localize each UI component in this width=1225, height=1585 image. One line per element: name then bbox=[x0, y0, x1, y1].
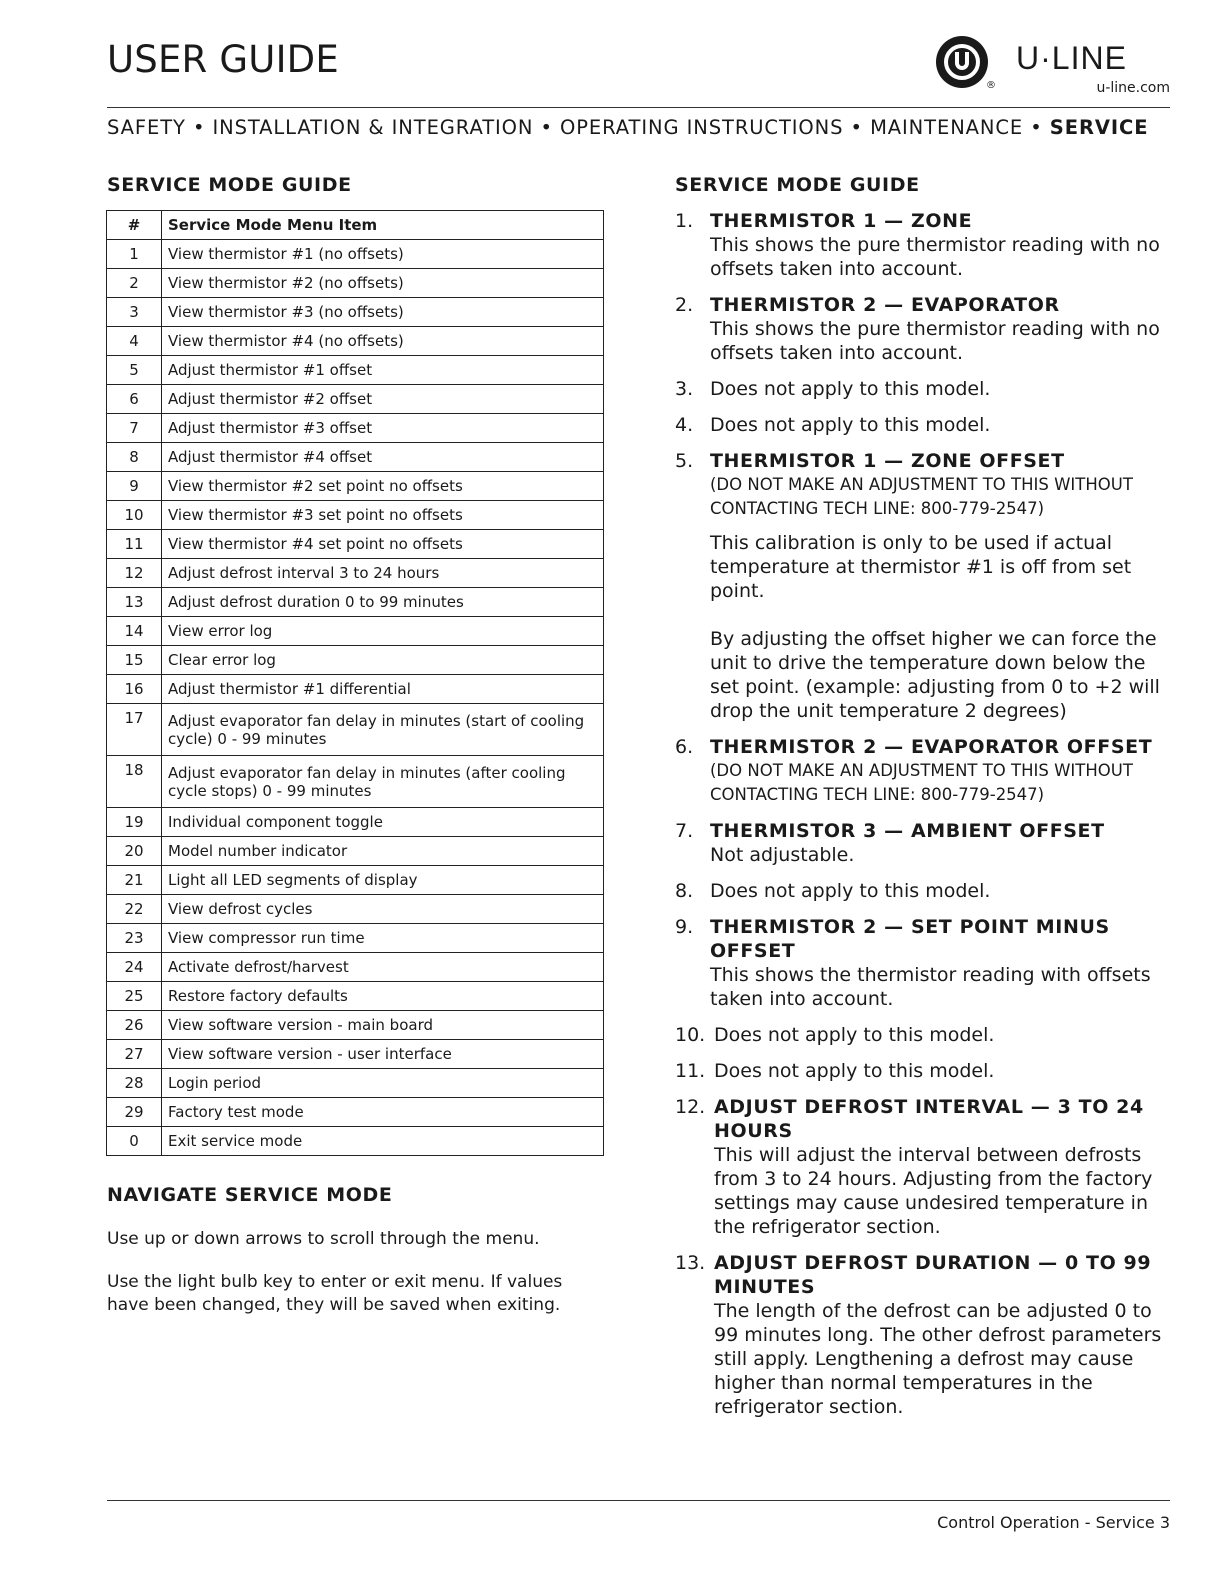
guide-item-text: Does not apply to this model. bbox=[714, 1024, 995, 1046]
nav-separator: • bbox=[1030, 116, 1043, 139]
service-menu-table bbox=[106, 210, 604, 1156]
row-menu-item: Activate defrost/harvest bbox=[162, 953, 604, 982]
guide-item-number: 3. bbox=[675, 378, 694, 400]
guide-item bbox=[675, 1095, 1175, 1239]
row-number: 29 bbox=[107, 1098, 162, 1127]
footer-page-label: Control Operation - Service 3 bbox=[937, 1513, 1170, 1532]
nav-item-maintenance: MAINTENANCE bbox=[870, 116, 1024, 139]
table-row bbox=[107, 1069, 604, 1098]
guide-item-number: 8. bbox=[675, 880, 694, 902]
guide-item bbox=[675, 413, 1175, 437]
row-number: 10 bbox=[107, 501, 162, 530]
guide-item-number: 2. bbox=[675, 294, 694, 316]
row-menu-item: Exit service mode bbox=[162, 1127, 604, 1156]
table-row bbox=[107, 756, 604, 808]
guide-item bbox=[675, 1023, 1175, 1047]
table-row bbox=[107, 808, 604, 837]
guide-item-description: This shows the pure thermistor reading with no offsets taken into account. bbox=[710, 234, 1160, 280]
row-menu-item: View thermistor #3 (no offsets) bbox=[162, 298, 604, 327]
guide-item-number: 1. bbox=[675, 210, 694, 232]
row-menu-item: Model number indicator bbox=[162, 837, 604, 866]
table-row bbox=[107, 837, 604, 866]
table-row bbox=[107, 240, 604, 269]
table-row bbox=[107, 356, 604, 385]
service-mode-guide-list bbox=[675, 209, 1175, 1431]
row-menu-item: Clear error log bbox=[162, 646, 604, 675]
nav-item-service-active: SERVICE bbox=[1049, 116, 1149, 139]
row-number: 9 bbox=[107, 472, 162, 501]
guide-item bbox=[675, 1059, 1175, 1083]
table-row bbox=[107, 472, 604, 501]
guide-item-number: 12. bbox=[675, 1096, 706, 1118]
table-row bbox=[107, 327, 604, 356]
brand-name: U·LINE bbox=[1016, 40, 1127, 76]
row-menu-item: Restore factory defaults bbox=[162, 982, 604, 1011]
left-heading: SERVICE MODE GUIDE bbox=[107, 174, 352, 196]
row-menu-item: Adjust evaporator fan delay in minutes (after cooling cycle stops) 0 - 99 minutes bbox=[162, 756, 604, 808]
guide-item-title: THERMISTOR 2 — EVAPORATOR bbox=[710, 294, 1060, 316]
registered-mark: ® bbox=[986, 80, 996, 91]
row-number: 0 bbox=[107, 1127, 162, 1156]
table-row bbox=[107, 269, 604, 298]
column-header-number: # bbox=[107, 211, 162, 240]
guide-item-number: 4. bbox=[675, 414, 694, 436]
table-row bbox=[107, 1011, 604, 1040]
guide-item-text: Does not apply to this model. bbox=[714, 1060, 995, 1082]
row-number: 15 bbox=[107, 646, 162, 675]
row-number: 23 bbox=[107, 924, 162, 953]
row-number: 21 bbox=[107, 866, 162, 895]
guide-item-warning: (DO NOT MAKE AN ADJUSTMENT TO THIS WITHOUT CONTACTING TECH LINE: 800-779-2547) bbox=[710, 475, 1133, 518]
table-row bbox=[107, 646, 604, 675]
guide-item bbox=[675, 209, 1175, 281]
guide-item-title: THERMISTOR 1 — ZONE bbox=[710, 210, 973, 232]
guide-item bbox=[675, 293, 1175, 365]
row-number: 8 bbox=[107, 443, 162, 472]
guide-item-title: ADJUST DEFROST INTERVAL — 3 TO 24 HOURS bbox=[714, 1096, 1144, 1142]
guide-item-title: THERMISTOR 2 — EVAPORATOR OFFSET bbox=[710, 736, 1153, 758]
table-row bbox=[107, 530, 604, 559]
guide-item bbox=[675, 377, 1175, 401]
row-menu-item: Adjust evaporator fan delay in minutes (start of cooling cycle) 0 - 99 minutes bbox=[162, 704, 604, 756]
guide-item-description: The length of the defrost can be adjusted 0 to 99 minutes long. The other defrost parameters still apply. Lengthening a defrost may cause higher than normal temperatures in the refrigerator section. bbox=[714, 1300, 1162, 1418]
table-row bbox=[107, 704, 604, 756]
row-menu-item: View thermistor #4 set point no offsets bbox=[162, 530, 604, 559]
guide-item-number: 9. bbox=[675, 916, 694, 938]
table-row bbox=[107, 588, 604, 617]
row-menu-item: Adjust thermistor #1 offset bbox=[162, 356, 604, 385]
row-menu-item: View thermistor #1 (no offsets) bbox=[162, 240, 604, 269]
guide-item-number: 5. bbox=[675, 450, 694, 472]
row-number: 14 bbox=[107, 617, 162, 646]
header-divider bbox=[107, 107, 1170, 108]
guide-item bbox=[675, 735, 1175, 807]
guide-item bbox=[675, 1251, 1175, 1419]
row-number: 28 bbox=[107, 1069, 162, 1098]
row-menu-item: Adjust thermistor #3 offset bbox=[162, 414, 604, 443]
column-header-item: Service Mode Menu Item bbox=[162, 211, 604, 240]
guide-item-text: Does not apply to this model. bbox=[710, 880, 991, 902]
table-row bbox=[107, 414, 604, 443]
table-row bbox=[107, 501, 604, 530]
row-number: 20 bbox=[107, 837, 162, 866]
row-number: 24 bbox=[107, 953, 162, 982]
table-row bbox=[107, 1127, 604, 1156]
guide-item-number: 7. bbox=[675, 820, 694, 842]
row-number: 2 bbox=[107, 269, 162, 298]
row-number: 1 bbox=[107, 240, 162, 269]
row-number: 27 bbox=[107, 1040, 162, 1069]
row-menu-item: View software version - main board bbox=[162, 1011, 604, 1040]
table-row bbox=[107, 298, 604, 327]
row-number: 26 bbox=[107, 1011, 162, 1040]
guide-item-description: This shows the pure thermistor reading with no offsets taken into account. bbox=[710, 318, 1160, 364]
section-nav bbox=[107, 116, 1170, 139]
table-row bbox=[107, 1040, 604, 1069]
nav-separator: • bbox=[192, 116, 206, 139]
row-menu-item: Login period bbox=[162, 1069, 604, 1098]
table-row bbox=[107, 617, 604, 646]
row-menu-item: View thermistor #3 set point no offsets bbox=[162, 501, 604, 530]
guide-item-number: 6. bbox=[675, 736, 694, 758]
guide-item bbox=[675, 915, 1175, 1011]
row-number: 17 bbox=[107, 704, 162, 756]
row-number: 16 bbox=[107, 675, 162, 704]
table-row bbox=[107, 866, 604, 895]
row-number: 25 bbox=[107, 982, 162, 1011]
guide-item-title: ADJUST DEFROST DURATION — 0 TO 99 MINUTES bbox=[714, 1252, 1152, 1298]
page-title: USER GUIDE bbox=[107, 38, 339, 81]
row-number: 3 bbox=[107, 298, 162, 327]
guide-item-text: Does not apply to this model. bbox=[710, 378, 991, 400]
table-row bbox=[107, 953, 604, 982]
guide-item-description: Not adjustable. bbox=[710, 844, 855, 866]
guide-item bbox=[675, 819, 1175, 867]
row-number: 6 bbox=[107, 385, 162, 414]
table-row bbox=[107, 895, 604, 924]
row-number: 18 bbox=[107, 756, 162, 808]
guide-item-title: THERMISTOR 3 — AMBIENT OFFSET bbox=[710, 820, 1105, 842]
row-number: 4 bbox=[107, 327, 162, 356]
guide-item bbox=[675, 879, 1175, 903]
table-row bbox=[107, 443, 604, 472]
guide-item bbox=[675, 449, 1175, 723]
guide-item-description: This will adjust the interval between defrosts from 3 to 24 hours. Adjusting from the factory settings may cause undesired temperature in the refrigerator section. bbox=[714, 1144, 1153, 1238]
guide-item-description: This shows the thermistor reading with offsets taken into account. bbox=[710, 964, 1151, 1010]
guide-item-text: Does not apply to this model. bbox=[710, 414, 991, 436]
row-number: 19 bbox=[107, 808, 162, 837]
row-menu-item: Adjust thermistor #1 differential bbox=[162, 675, 604, 704]
row-number: 5 bbox=[107, 356, 162, 385]
nav-item-safety: SAFETY bbox=[107, 116, 186, 139]
row-menu-item: Adjust thermistor #4 offset bbox=[162, 443, 604, 472]
right-heading: SERVICE MODE GUIDE bbox=[675, 174, 920, 196]
site-url: u-line.com bbox=[1096, 80, 1170, 96]
navigate-paragraph-1: Use up or down arrows to scroll through the menu. bbox=[107, 1229, 540, 1249]
nav-item-installation: INSTALLATION & INTEGRATION bbox=[212, 116, 534, 139]
table-row bbox=[107, 675, 604, 704]
row-menu-item: Factory test mode bbox=[162, 1098, 604, 1127]
footer-divider bbox=[107, 1500, 1170, 1501]
table-header-row bbox=[107, 211, 604, 240]
table-row bbox=[107, 982, 604, 1011]
nav-separator: • bbox=[540, 116, 553, 139]
guide-item-number: 10. bbox=[675, 1024, 706, 1046]
table-row bbox=[107, 559, 604, 588]
row-menu-item: View defrost cycles bbox=[162, 895, 604, 924]
row-menu-item: Light all LED segments of display bbox=[162, 866, 604, 895]
row-menu-item: View compressor run time bbox=[162, 924, 604, 953]
table-row bbox=[107, 1098, 604, 1127]
table-row bbox=[107, 385, 604, 414]
row-menu-item: View error log bbox=[162, 617, 604, 646]
table-row bbox=[107, 924, 604, 953]
guide-item-description-extra: By adjusting the offset higher we can force the unit to drive the temperature down below the set point. (example: adjusting from 0 to +2 will drop the unit temperature 2 degrees) bbox=[710, 628, 1160, 722]
guide-item-description: This calibration is only to be used if actual temperature at thermistor #1 is off from set point. bbox=[710, 532, 1132, 602]
guide-item-warning: (DO NOT MAKE AN ADJUSTMENT TO THIS WITHOUT CONTACTING TECH LINE: 800-779-2547) bbox=[710, 761, 1133, 804]
guide-item-title: THERMISTOR 1 — ZONE OFFSET bbox=[710, 450, 1065, 472]
row-number: 22 bbox=[107, 895, 162, 924]
guide-item-number: 11. bbox=[675, 1060, 706, 1082]
row-menu-item: Adjust thermistor #2 offset bbox=[162, 385, 604, 414]
row-menu-item: View thermistor #4 (no offsets) bbox=[162, 327, 604, 356]
guide-item-title: THERMISTOR 2 — SET POINT MINUS OFFSET bbox=[710, 916, 1110, 962]
navigate-paragraph-2: Use the light bulb key to enter or exit menu. If values have been changed, they will be saved when exiting. bbox=[107, 1272, 563, 1315]
nav-separator: • bbox=[850, 116, 863, 139]
row-number: 11 bbox=[107, 530, 162, 559]
row-menu-item: View thermistor #2 (no offsets) bbox=[162, 269, 604, 298]
row-menu-item: View software version - user interface bbox=[162, 1040, 604, 1069]
row-menu-item: Individual component toggle bbox=[162, 808, 604, 837]
row-menu-item: Adjust defrost duration 0 to 99 minutes bbox=[162, 588, 604, 617]
row-menu-item: Adjust defrost interval 3 to 24 hours bbox=[162, 559, 604, 588]
u-line-logo bbox=[936, 36, 1170, 96]
guide-item-number: 13. bbox=[675, 1252, 706, 1274]
u-line-logo-icon bbox=[936, 36, 988, 88]
row-number: 13 bbox=[107, 588, 162, 617]
navigate-heading: NAVIGATE SERVICE MODE bbox=[107, 1184, 393, 1206]
row-menu-item: View thermistor #2 set point no offsets bbox=[162, 472, 604, 501]
row-number: 7 bbox=[107, 414, 162, 443]
nav-item-operating: OPERATING INSTRUCTIONS bbox=[560, 116, 844, 139]
row-number: 12 bbox=[107, 559, 162, 588]
